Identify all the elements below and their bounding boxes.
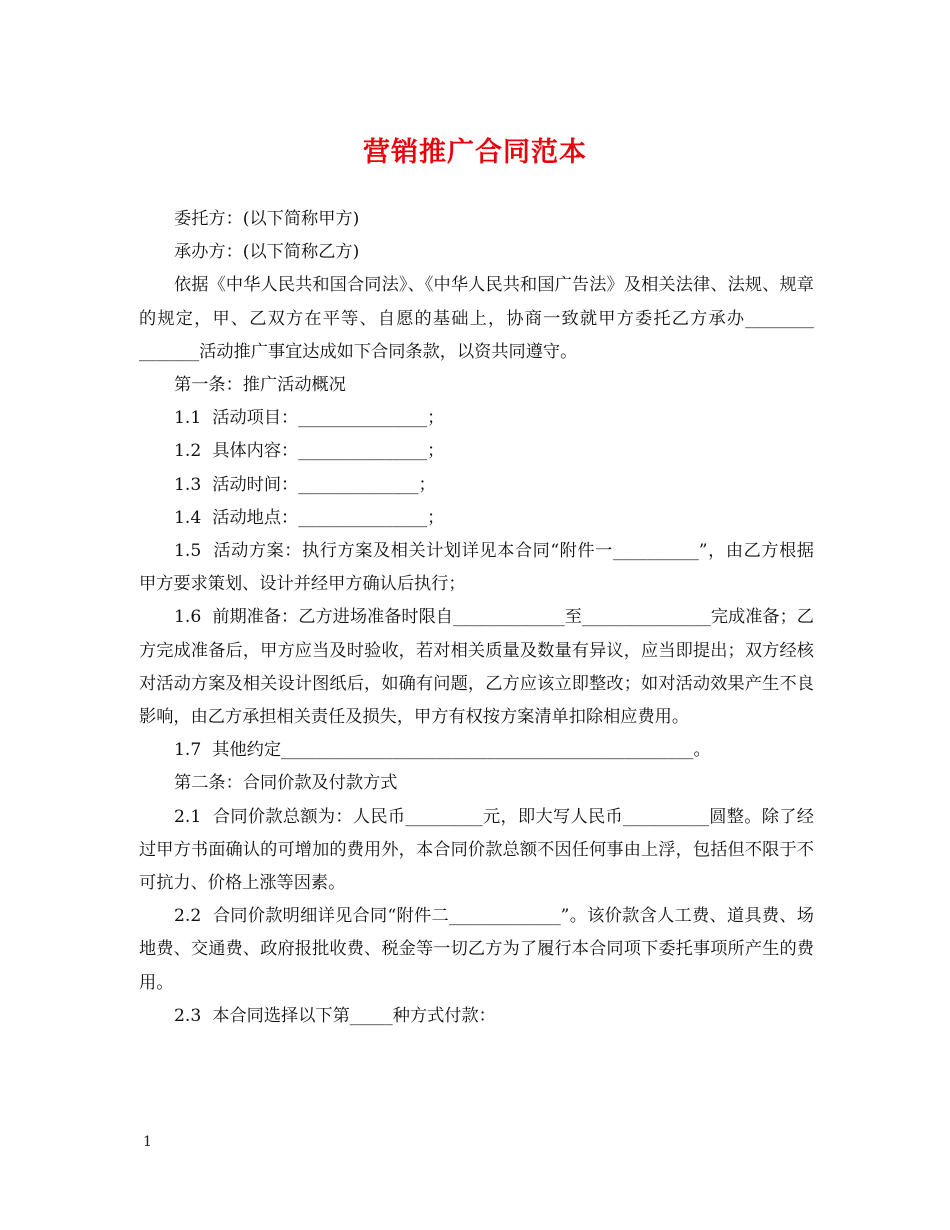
document-body xyxy=(139,203,820,1033)
article-1-heading: 第一条：推广活动概况 xyxy=(174,375,346,396)
clause-2-2: 2.2 合同价款明细详见合同“附件二_____________”。该价款含人工费、道具费、场地费、交通费、政府报批收费、税金等一切乙方为了履行本合同项下委托事项所产生的费用。 xyxy=(139,906,814,993)
paragraph-preamble: 依据《中华人民共和国合同法》、《中华人民共和国广告法》及相关法律、法规、规章的规定，甲、乙双方在平等、自愿的基础上，协商一致就甲方委托乙方承办________ _______活动推广事宜达成如下合同条款，以资共同遵守。 xyxy=(139,275,820,362)
paragraph-contractor: 承办方：(以下简称乙方) xyxy=(174,242,360,263)
clause-2-1: 2.1 合同价款总额为：人民币_________元，即大写人民币__________圆整。除了经过甲方书面确认的可增加的费用外，本合同价款总额不因任何事由上浮，包括但不限于不可抗力、价格上涨等因素。 xyxy=(139,806,814,894)
clause-1-4: 1.4 活动地点：_______________； xyxy=(174,507,445,528)
clause-2-3: 2.3 本合同选择以下第_____种方式付款： xyxy=(174,1005,496,1026)
clause-1-7: 1.7 其他约定________________________________________________。 xyxy=(174,740,711,761)
article-2-heading: 第二条：合同价款及付款方式 xyxy=(174,773,398,794)
clause-1-2: 1.2 具体内容：_______________； xyxy=(174,441,445,462)
clause-1-1: 1.1 活动项目：_______________； xyxy=(174,408,445,429)
clause-1-6: 1.6 前期准备：乙方进场准备时限自_____________至_______________完成准备；乙方完成准备后，甲方应当及时验收，若对相关质量及数量有异议，应当即提出；双方经核对活动方案及相关设计图纸后，如确有问题，乙方应该立即整改；如对活动效果产生不良影响，由乙方承担相关责任及损失，甲方有权按方案清单扣除相应费用。 xyxy=(139,607,814,728)
page-number: 1 xyxy=(143,1134,152,1150)
clause-1-3: 1.3 活动时间：______________； xyxy=(174,474,436,495)
document-title: 营销推广合同范本 xyxy=(363,137,587,168)
clause-1-5: 1.5 活动方案：执行方案及相关计划详见本合同“附件一__________”，由乙方根据甲方要求策划、设计并经甲方确认后执行； xyxy=(139,541,814,595)
paragraph-client: 委托方：(以下简称甲方) xyxy=(174,209,360,229)
